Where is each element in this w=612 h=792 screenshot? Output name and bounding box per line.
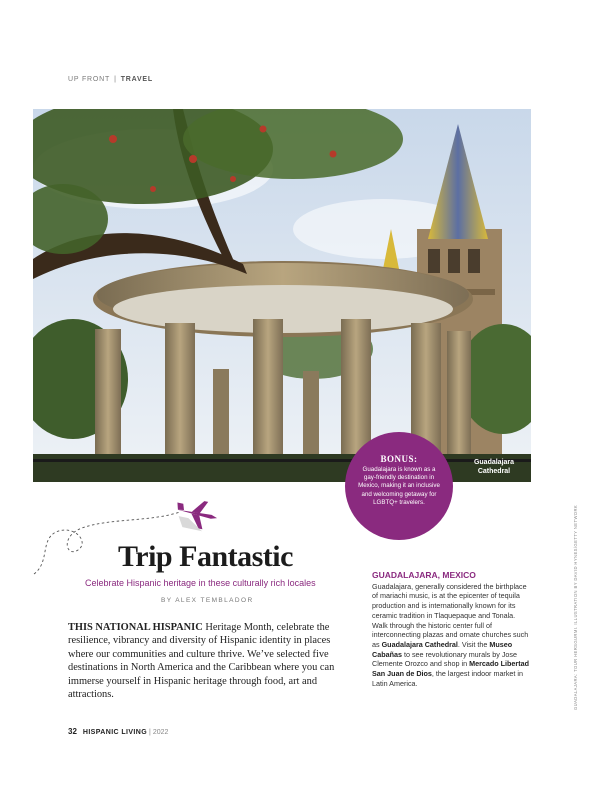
guadalajara-heading: GUADALAJARA, MEXICO — [372, 570, 476, 580]
section-label — [68, 76, 153, 83]
intro-body: Heritage Month, celebrate the resilience, vibrancy and diversity of Hispanic identity in places where our communities and culture thrive. We’ve selected five destinations in North America and the Caribbean where you can immerse yourself in Hispanic heritage through food, art and attractions. — [68, 622, 335, 701]
footer-separator: | — [149, 729, 151, 736]
rotunda-cathedral-photo — [33, 109, 531, 482]
photo-credit-text: GUADALAJARA: TOUR HERSGURMI. ILLUSTRATION BY DAVID HYNES/GETTY NETWORK — [573, 504, 578, 710]
page-footer — [68, 727, 168, 736]
guadalajara-section — [372, 571, 530, 688]
page-number: 32 — [68, 727, 77, 736]
section-separator: | — [114, 76, 117, 83]
guadalajara-body — [372, 582, 530, 689]
section-name: UP FRONT — [68, 76, 111, 83]
hero-photo — [33, 109, 531, 482]
bonus-text: Guadalajara is known as a gay-friendly destination in Mexico, making it an inclusive and welcoming getaway for LGBTQ+ travelers. — [358, 466, 440, 506]
guadalajara-text-4: , the largest indoor market in Latin America. — [372, 669, 524, 688]
guadalajara-cathedral-name: Guadalajara Cathedral — [381, 639, 458, 649]
intro-lead: THIS NATIONAL HISPANIC — [68, 622, 203, 633]
subsection-name: TRAVEL — [120, 76, 153, 83]
photo-credit — [566, 504, 578, 710]
magazine-name: HISPANIC LIVING — [82, 729, 148, 736]
guadalajara-text-3: to see revolutionary murals by Jose Clemente Orozco and shop in — [372, 649, 518, 669]
museo-cabanas-name: Museo Cabañas — [372, 639, 513, 659]
bonus-title: BONUS: — [380, 454, 418, 464]
issue-year: 2022 — [152, 729, 169, 736]
mercado-name: Mercado Libertad San Juan de Dios — [372, 659, 530, 679]
guadalajara-text-2: . Visit the — [457, 639, 490, 649]
article-byline: BY ALEX TEMBLADOR — [161, 597, 254, 604]
bonus-callout — [345, 432, 453, 540]
airplane-icon — [173, 496, 220, 534]
article-title: Trip Fantastic — [118, 540, 293, 573]
article-intro — [68, 621, 353, 701]
photo-caption: Guadalajara Cathedral — [473, 459, 515, 475]
article-subtitle: Celebrate Hispanic heritage in these culturally rich locales — [85, 578, 316, 588]
guadalajara-text-1: Guadalajara, generally considered the birthplace of mariachi music, is at the epicenter of tequila production and is internationally known for its ceramic tradition in Tlaquepaque and Tonala. Walk through the historic center full of interconnecting plazas and ornate churches such as — [372, 581, 529, 649]
